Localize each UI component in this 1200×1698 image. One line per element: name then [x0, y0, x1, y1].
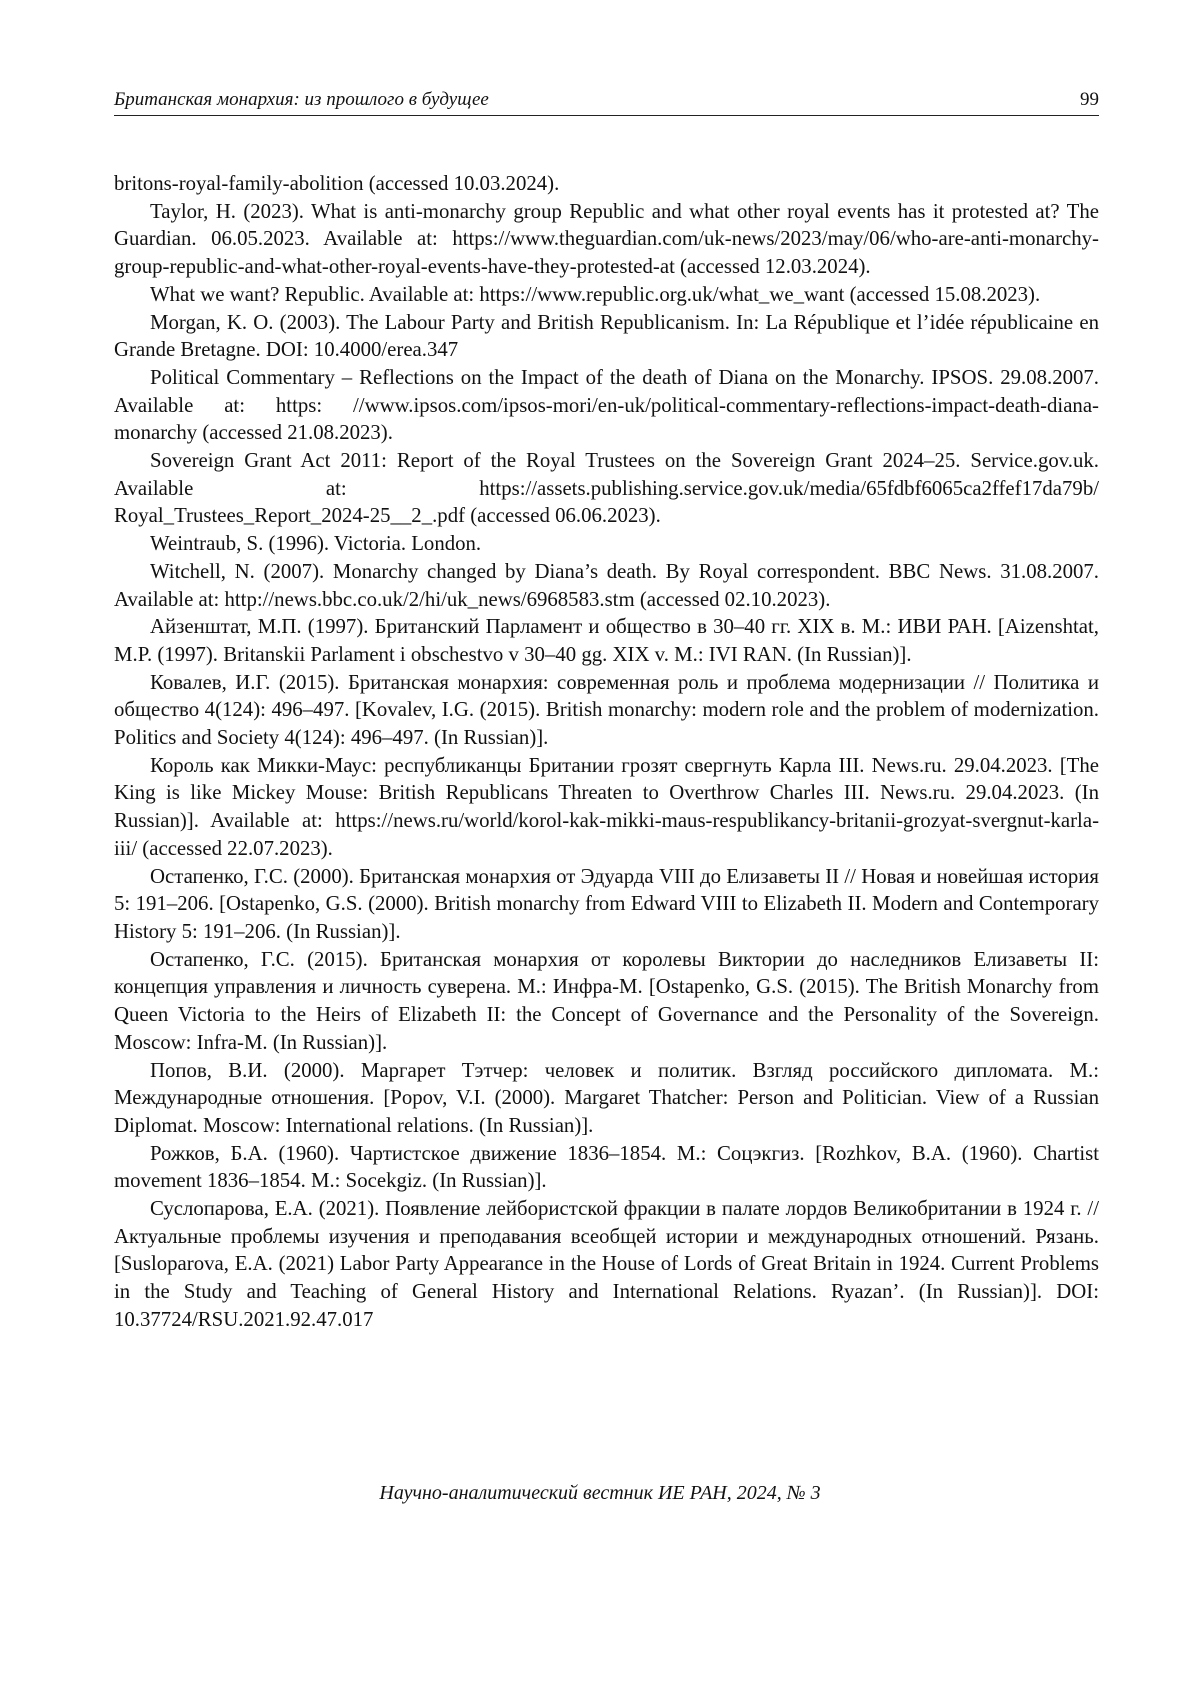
reference-item: Остапенко, Г.С. (2000). Британская монархия от Эдуарда VIII до Елизаветы II // Новая и новейшая история 5: 191–206. [Ostapenko, G.S. (2000). British monarchy from Edward VIII to Elizabeth II. Modern and Contemporary History 5: 191–206. (In Russian)].	[114, 864, 1099, 943]
page-header	[114, 84, 1099, 116]
running-title: Британская монархия: из прошлого в будущее	[114, 89, 489, 110]
reference-item: Остапенко, Г.С. (2015). Британская монархия от королевы Виктории до наследников Елизаветы II: концепция управления и личность суверена. М.: Инфра-М. [Ostapenko, G.S. (2015). The British Monarchy from Queen Victoria to the Heirs of Elizabeth II: the Concept of Governance and the Personality of the Sovereign. Moscow: Infra-M. (In Russian)].	[114, 947, 1099, 1054]
reference-list	[114, 170, 1099, 1334]
reference-item: Попов, В.И. (2000). Маргарет Тэтчер: человек и политик. Взгляд российского дипломата. М.: Международные отношения. [Popov, V.I. (2000). Margaret Thatcher: Person and Politician. View of a Russian Diplomat. Moscow: International relations. (In Russian)].	[114, 1058, 1099, 1137]
reference-item: Taylor, H. (2023). What is anti-monarchy group Republic and what other royal events has it protested at? The Guardian. 06.05.2023. Available at: https://www.theguardian.com/uk-news/2023/​may/06/who-are-anti-monarchy-group-republic-and-what-other-royal-events-have-they-protested-at (accessed 12.03.2024).	[114, 199, 1099, 279]
reference-item: Айзенштат, М.П. (1997). Британский Парламент и общество в 30–40 гг. XIX в. М.: ИВИ РАН. [Aizenshtat, M.P. (1997). Britanskii Parlament i obschestvo v 30–40 gg. XIX v. M.: IVI RAN. (In Russian)].	[114, 615, 1099, 666]
reference-item: Рожков, Б.А. (1960). Чартистское движение 1836–1854. М.: Соцэкгиз. [Rozhkov, B.A. (1960). Chartist movement 1836–1854. M.: Socekgiz. (In Russian)].	[114, 1141, 1099, 1193]
page-number: 99	[1080, 89, 1099, 110]
reference-item: britons-royal-family-abolition (accessed 10.03.2024).	[114, 172, 560, 195]
reference-item: Суслопарова, Е.А. (2021). Появление лейбористской фракции в палате лордов Великобритании в 1924 г. // Актуальные проблемы изучения и преподавания всеобщей истории и международных отношений. Рязань. [Susloparova, E.A. (2021) Labor Party Appearance in the House of Lords of Great Britain in 1924. Current Problems in the Study and Teaching of General History and International Relations. Ryazan’. (In Russian)]. DOI: 10.37724/RSU.2021.92.47.017	[114, 1197, 1099, 1331]
reference-item: Weintraub, S. (1996). Victoria. London.	[150, 532, 482, 556]
journal-footer: Научно-аналитический вестник ИЕ РАН, 2024, № 3	[379, 1482, 821, 1504]
reference-item: What we want? Republic. Available at: https://www.republic.org.uk/what_we_want (accessed 15.08.2023).	[150, 282, 1041, 306]
reference-item: Political Commentary – Reflections on the Impact of the death of Diana on the Monarchy. IPSOS. 29.08.2007. Available at: https: //www.ipsos.com/ipsos-mori/en-uk/political-commentary-​reflections-impact-death-diana-monarchy (accessed 21.08.2023).	[114, 365, 1099, 445]
reference-item: Morgan, K. O. (2003). The Labour Party and British Republicanism. In: La République et l’idée républicaine en Grande Bretagne. DOI: 10.4000/erea.347	[114, 310, 1099, 362]
reference-item: Король как Микки-Маус: республиканцы Британии грозят свергнуть Карла III. News.ru. 29.04.2023. [The King is like Mickey Mouse: British Republicans Threaten to Overthrow Charles III. News.ru. 29.04.2023. (In Russian)]. Available at: https://news.ru/world/korol-kak-mikki-maus-​respublikancy-britanii-grozyat-svergnut-karla-iii/ (accessed 22.07.2023).	[114, 753, 1099, 860]
reference-item: Ковалев, И.Г. (2015). Британская монархия: современная роль и проблема модернизации // Политика и общество 4(124): 496–497. [Kovalev, I.G. (2015). British monarchy: modern role and the problem of modernization. Politics and Society 4(124): 496–497. (In Russian)].	[114, 670, 1099, 750]
reference-item: Witchell, N. (2007). Monarchy changed by Diana’s death. By Royal correspondent. BBC News. 31.08.2007. Available at: http://news.bbc.co.uk/2/hi/uk_news/6968583.stm (accessed 02.10.2023).	[114, 559, 1099, 611]
reference-item: Sovereign Grant Act 2011: Report of the Royal Trustees on the Sovereign Grant 2024–25. Service.gov.uk. Available at: https://assets.publishing.service.gov.uk/media/65fdbf6065ca2ffef17da79b/​Royal_Trustees_Report_2024-25__2_.pdf (accessed 06.06.2023).	[114, 449, 1099, 528]
